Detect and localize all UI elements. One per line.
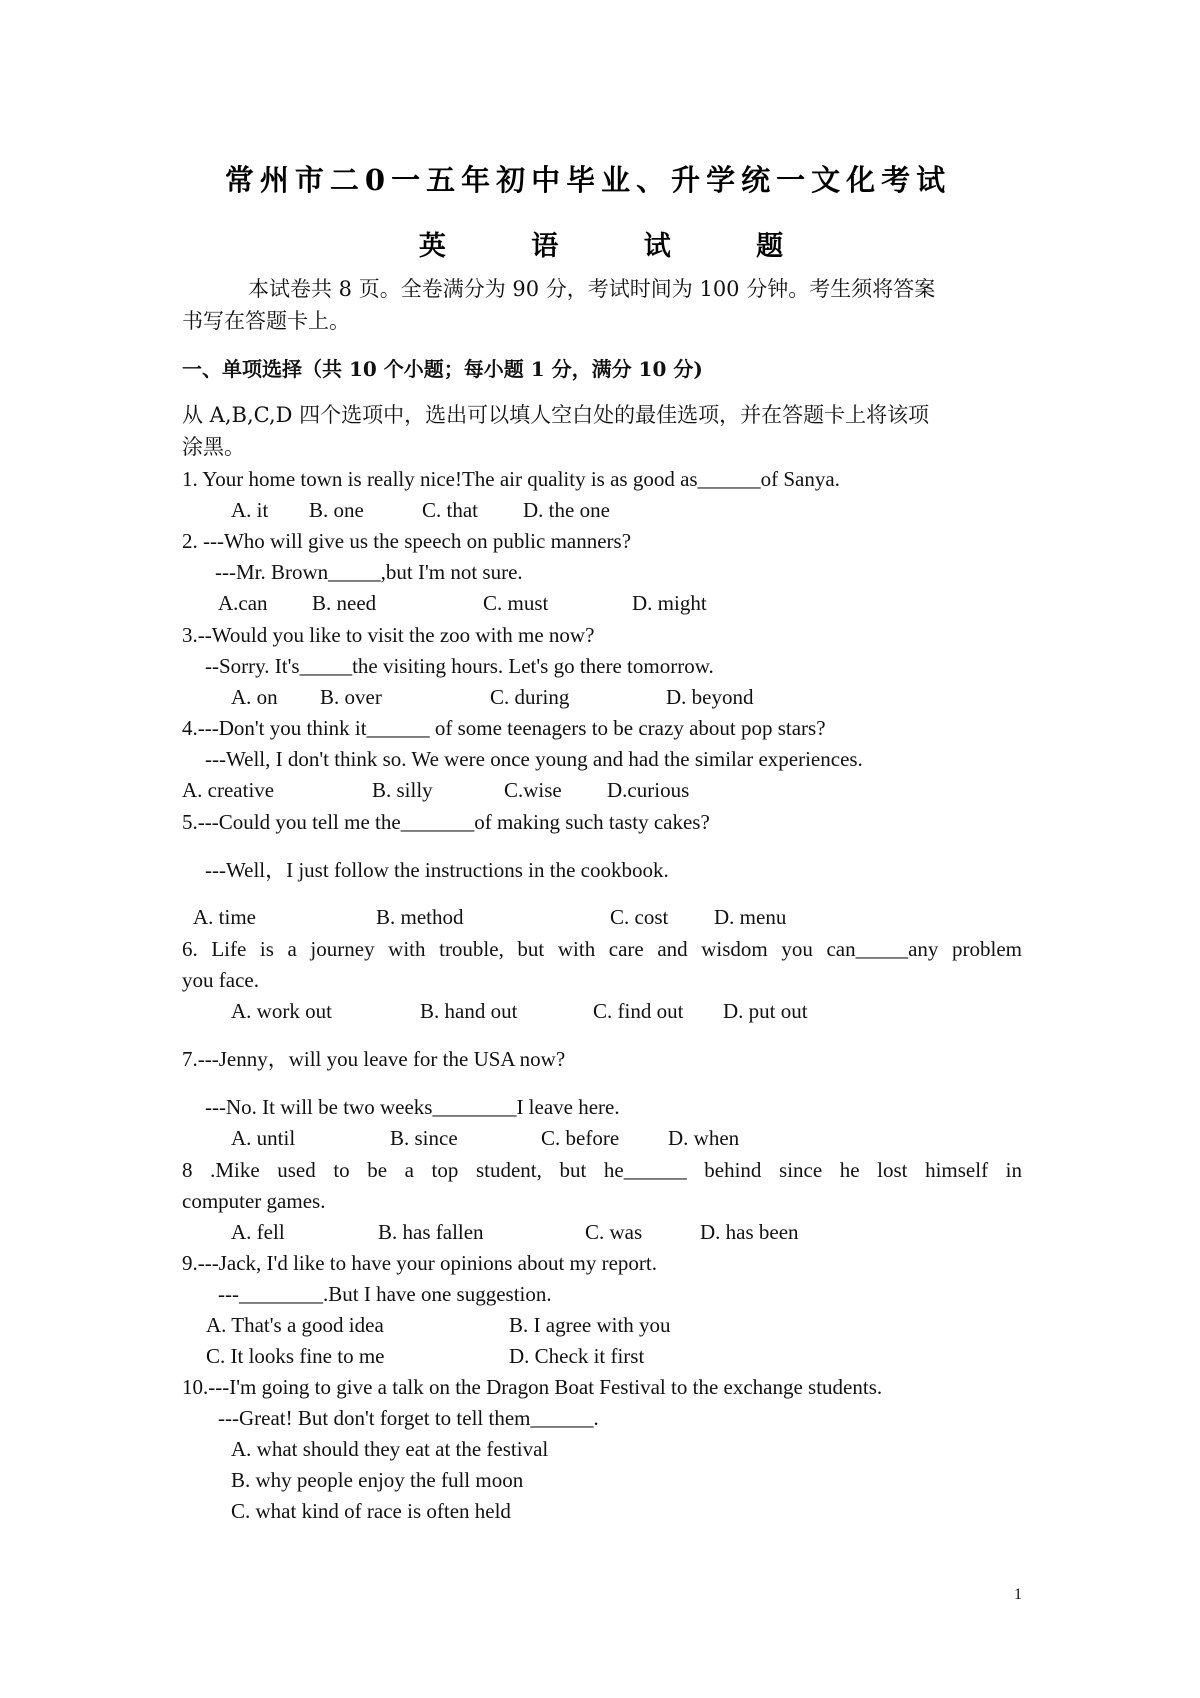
exam-title: 常州市二0一五年初中毕业、升学统一文化考试 — [224, 163, 952, 197]
option-c: C.wise — [504, 778, 562, 802]
option-d: D. the one — [523, 498, 610, 522]
question-3-options — [0, 684, 1200, 710]
option-b: B. since — [390, 1126, 458, 1150]
option-a: A. time — [193, 905, 256, 929]
option-d: D. Check it first — [509, 1344, 645, 1368]
option-b: B. one — [309, 498, 364, 522]
option-a: A. work out — [231, 999, 332, 1023]
option-a: A. That's a good idea — [206, 1313, 384, 1337]
option-d: D. put out — [723, 999, 808, 1023]
question-6-stem: 6. Life is a journey with trouble, but with care and wisdom you can_____any problem — [182, 937, 1022, 961]
question-2-stem: 2. ---Who will give us the speech on public manners? — [182, 529, 632, 553]
option-b: B. why people enjoy the full moon — [231, 1468, 524, 1492]
option-c: C. must — [483, 591, 549, 615]
option-c: C. find out — [593, 999, 684, 1023]
question-8-stem: 8 .Mike used to be a top student, but he______ behind since he lost himself in — [182, 1158, 1022, 1182]
option-a: A.can — [218, 591, 268, 615]
question-1-stem: 1. Your home town is really nice!The air quality is as good as______of Sanya. — [182, 467, 840, 491]
question-9-options-row-2 — [0, 1343, 1200, 1369]
option-c: C. that — [422, 498, 478, 522]
question-5-reply: ---Well，I just follow the instructions in the cookbook. — [205, 858, 669, 882]
page-number: 1 — [1014, 1586, 1022, 1603]
question-7-options — [0, 1125, 1200, 1151]
question-10-stem: 10.---I'm going to give a talk on the Dragon Boat Festival to the exchange students. — [182, 1375, 883, 1399]
option-b: B. over — [320, 685, 382, 709]
option-d: D. when — [668, 1126, 740, 1150]
question-4-reply: ---Well, I don't think so. We were once young and had the similar experiences. — [205, 747, 863, 771]
option-a: A. creative — [182, 778, 275, 802]
option-c: C. what kind of race is often held — [231, 1499, 511, 1523]
option-a: A. on — [231, 685, 278, 709]
intro-line-1: 本试卷共 8 页。全卷满分为 90 分，考试时间为 100 分钟。考生须将答案 — [248, 277, 936, 301]
option-d: D. beyond — [666, 685, 754, 709]
question-2-reply: ---Mr. Brown_____,but I'm not sure. — [215, 560, 523, 584]
option-a: A. what should they eat at the festival — [231, 1437, 549, 1461]
question-4-stem: 4.---Don't you think it______ of some teenagers to be crazy about pop stars? — [182, 716, 826, 740]
question-1-options — [0, 497, 1200, 523]
option-b: B. method — [376, 905, 464, 929]
option-c: C. was — [585, 1220, 643, 1244]
question-3-stem: 3.--Would you like to visit the zoo with me now? — [182, 623, 595, 647]
option-a: A. fell — [231, 1220, 285, 1244]
question-7-stem: 7.---Jenny，will you leave for the USA now? — [182, 1047, 566, 1071]
intro-line-2: 书写在答题卡上。 — [182, 309, 350, 333]
option-c: C. before — [541, 1126, 620, 1150]
option-a: A. until — [231, 1126, 296, 1150]
section-heading: 一、单项选择（共 10 个小题；每小题 1 分，满分 10 分) — [182, 357, 703, 381]
question-7-reply: ---No. It will be two weeks________I leave here. — [205, 1095, 620, 1119]
option-b: B. I agree with you — [509, 1313, 671, 1337]
question-10-reply: ---Great! But don't forget to tell them______. — [218, 1406, 599, 1430]
instruction-line-2: 涂黑。 — [182, 435, 245, 459]
option-b: B. silly — [372, 778, 433, 802]
question-4-options — [0, 777, 1200, 803]
question-6-options — [0, 998, 1200, 1024]
option-c: C. It looks fine to me — [206, 1344, 385, 1368]
question-5-stem: 5.---Could you tell me the_______of making such tasty cakes? — [182, 810, 710, 834]
option-c: C. during — [490, 685, 570, 709]
question-9-reply: ---________.But I have one suggestion. — [218, 1282, 552, 1306]
option-d: D. might — [632, 591, 707, 615]
question-5-options — [0, 904, 1200, 930]
option-c: C. cost — [610, 905, 669, 929]
question-9-stem: 9.---Jack, I'd like to have your opinions about my report. — [182, 1251, 658, 1275]
option-b: B. need — [312, 591, 377, 615]
option-d: D. menu — [714, 905, 787, 929]
option-b: B. has fallen — [378, 1220, 484, 1244]
option-d: D.curious — [607, 778, 690, 802]
question-3-reply: --Sorry. It's_____the visiting hours. Let's go there tomorrow. — [205, 654, 714, 678]
question-8-options — [0, 1219, 1200, 1245]
option-d: D. has been — [700, 1220, 799, 1244]
option-a: A. it — [231, 498, 269, 522]
instruction-line-1: 从 A,B,C,D 四个选项中，选出可以填人空白处的最佳选项，并在答题卡上将该项 — [182, 403, 930, 427]
option-b: B. hand out — [420, 999, 518, 1023]
question-6-stem-continued: you face. — [182, 968, 259, 992]
question-2-options — [0, 590, 1200, 616]
question-8-stem-continued: computer games. — [182, 1189, 326, 1213]
exam-subtitle: 英 语 试 题 — [418, 231, 822, 262]
question-9-options-row-1 — [0, 1312, 1200, 1338]
